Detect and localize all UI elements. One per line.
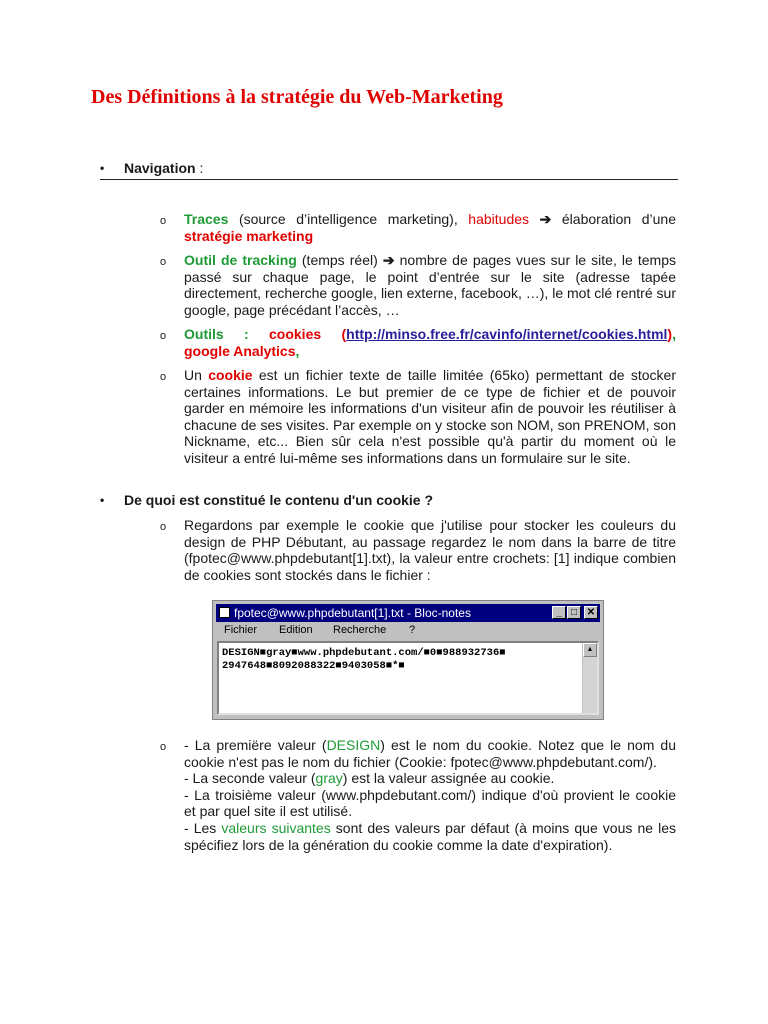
sub-bullet: o [160, 330, 167, 342]
text: - La troisième valeur (www.phpdebutant.com/) indique d'où provient le cookie et par quel site il est utilisé. [184, 786, 676, 820]
sub-bullet: o [160, 371, 167, 383]
section-label: Navigation [124, 160, 196, 176]
term-outil-tracking: Outil de tracking [184, 252, 297, 268]
comma: , [295, 342, 300, 359]
arrow-icon: ➔ [539, 211, 552, 227]
maximize-button[interactable]: □ [567, 606, 581, 619]
vertical-scrollbar[interactable] [582, 643, 597, 713]
menu-recherche[interactable]: Recherche [333, 624, 387, 636]
menu-help[interactable]: ? [409, 624, 416, 636]
term-habitudes: habitudes [468, 211, 530, 227]
sub-bullet: o [160, 521, 167, 533]
comma: , [672, 326, 676, 342]
text: nombre de pages vues sur le site, le temps passé sur chaque page, le point d’entrée sur le site (adresse tapée directement, recherche google, lien externe, facebook, …), le mot clé rentré sur google, page précédant l’accès, … [184, 252, 677, 318]
text: Regardons par exemple le cookie que j'utilise pour stocker les couleurs du design de PHP Débutant, au passage regardez le nom dans la barre de titre (fpotec@www.phpdebutant[1].txt), la valeur entre crochets: [1] indique combien de cookies sont stockés dans le fichier : [184, 517, 676, 583]
minimize-button[interactable]: _ [552, 606, 566, 619]
notepad-icon [219, 607, 230, 618]
text: - La seconde valeur ( [184, 770, 316, 787]
text: ) est la valeur assignée au cookie. [342, 770, 555, 787]
list-item-values [160, 737, 676, 853]
cookies-link[interactable]: http://minso.free.fr/cavinfo/internet/cookies.html [346, 326, 668, 342]
term-design: DESIGN [326, 737, 381, 753]
cookie-line-2: 2947648■8092088322■9403058■*■ [222, 660, 405, 672]
sub-bullet: o [160, 741, 167, 753]
bullet: • [100, 493, 105, 507]
text: ) est le nom du cookie. Notez que le nom du cookie n'est pas le nom du fichier (Cookie: fpotec@www.phpdebutant.com/). [184, 737, 676, 770]
term-cookie: cookie [208, 367, 253, 383]
term-cookies: cookies [269, 326, 322, 342]
text: - La premiëre valeur ( [184, 737, 327, 753]
list-item-example [160, 517, 676, 583]
page-title: Des Définitions à la stratégie du Web-Marketing [91, 86, 503, 108]
list-item-tracking [160, 252, 676, 318]
section-label: De quoi est constitué le contenu d'un cookie ? [124, 492, 434, 508]
text: - Les [184, 819, 222, 836]
bullet: • [100, 161, 105, 175]
menu-fichier[interactable]: Fichier [224, 624, 258, 636]
text: sont des valeurs par défaut (à moins que vous ne les spécifiez lors de la génération du cookie comme la date d'expiration). [184, 819, 676, 853]
arrow-icon: ➔ [382, 252, 395, 268]
list-item-outils [160, 326, 676, 359]
term-outils: Outils : [184, 326, 269, 342]
text: Un [184, 367, 209, 383]
divider [100, 179, 678, 180]
sub-bullet: o [160, 215, 167, 227]
section-suffix: : [195, 160, 204, 176]
notepad-textarea[interactable] [217, 641, 599, 715]
menu-edition[interactable]: Edition [279, 624, 313, 636]
term-traces: Traces [184, 211, 229, 227]
scroll-up-icon[interactable]: ▲ [583, 643, 597, 657]
notepad-title: fpotec@www.phpdebutant[1].txt - Bloc-notes [234, 606, 471, 620]
notepad-window [212, 600, 604, 720]
sub-bullet: o [160, 256, 167, 268]
close-button[interactable]: ✕ [584, 606, 598, 619]
notepad-menubar [216, 623, 600, 639]
text: (temps réel) [296, 252, 383, 268]
notepad-titlebar[interactable] [216, 604, 600, 622]
cookie-line-1: DESIGN■gray■www.phpdebutant.com/■0■988932736■ [222, 647, 506, 659]
term-valeurs-suivantes: valeurs suivantes [221, 819, 331, 836]
text: (source d’intelligence marketing), [228, 211, 469, 227]
list-item-cookie-def [160, 367, 676, 467]
list-item-traces [160, 211, 676, 244]
text: est un fichier texte de taille limitée (65ko) permettant de stocker certaines informations. Le but premier de ce type de fichier et de pouvoir garder en mémoire les informations d'un visiteur afin de pouvoir les réutiliser à chacune de ses visites. Par exemple on y stocke son NOM, son PRENOM, son Nickname, etc... Bien sûr cela n'est possible qu'à partir du moment où le visiteur a entré lui-même ses informations dans un formulaire sur le site. [184, 367, 676, 466]
term-strategie: stratégie marketing [184, 227, 314, 244]
text: élaboration d’une [551, 211, 676, 227]
paren: ( [321, 326, 347, 342]
term-gray: gray [315, 770, 343, 787]
paren: ) [667, 326, 673, 342]
term-google-analytics: google Analytics [184, 342, 296, 359]
